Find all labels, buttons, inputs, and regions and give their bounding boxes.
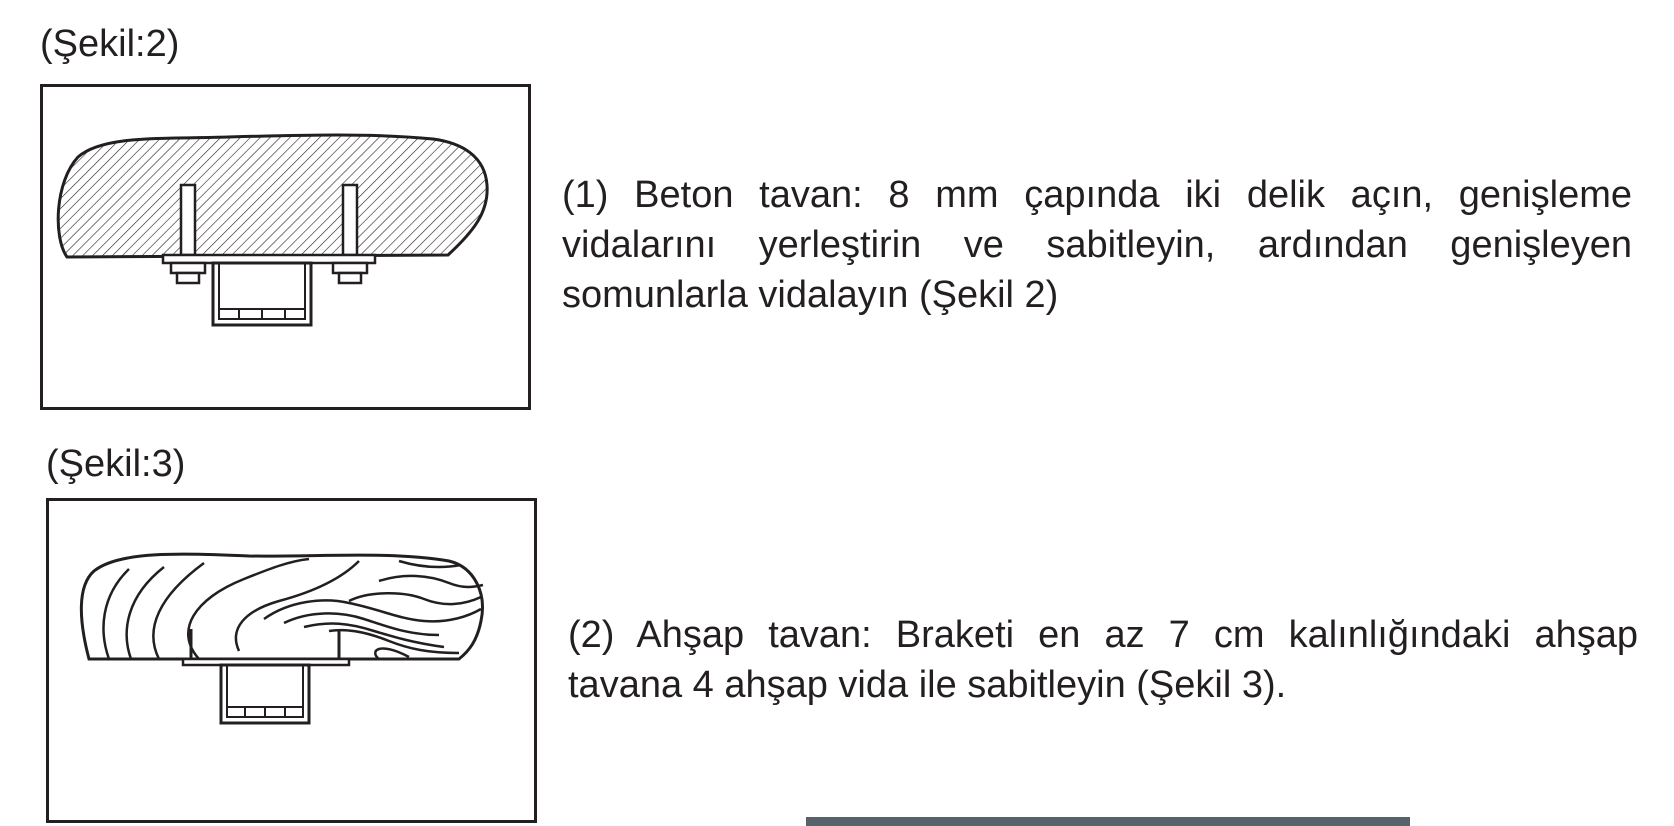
step-2-instruction: (2) Ahşap tavan: Braketi en az 7 cm kalınlığındaki ahşap tavana 4 ahşap vida ile sabitleyin (Şekil 3).: [568, 614, 1638, 706]
footer-bar: [806, 817, 1410, 826]
expansion-bolt-left: [181, 185, 195, 255]
concrete-slab: [58, 135, 487, 257]
figure-2-caption: (Şekil:2): [40, 23, 180, 65]
nut-right: [333, 263, 367, 273]
nut-left: [171, 263, 205, 273]
step-1-instruction: (1) Beton tavan: 8 mm çapında iki delik açın, genişleme vidalarını yerleştirin ve sabitleyin, ardından genişleyen somunlarla vidalayın (Şekil 2): [562, 174, 1632, 316]
expansion-bolt-right: [343, 185, 357, 255]
figure-3-wooden-ceiling-illustration: [46, 498, 537, 823]
figure-3-caption: (Şekil:3): [46, 443, 186, 485]
figure-2-concrete-ceiling-illustration: [40, 84, 531, 410]
